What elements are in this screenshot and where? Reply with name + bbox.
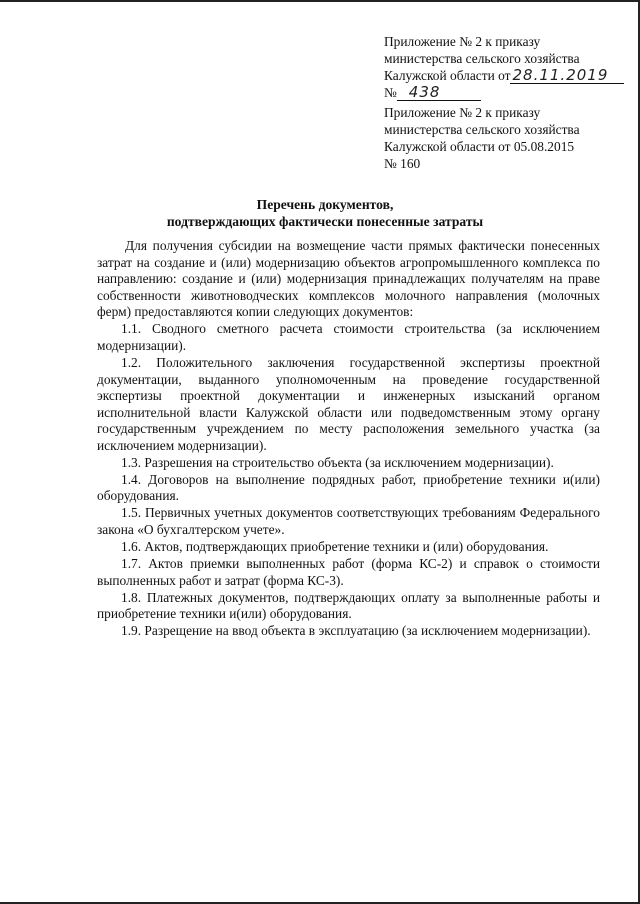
header-current-order [384, 33, 624, 101]
header-date-prefix: Калужской области от [384, 68, 511, 83]
list-item: 1.2. Положительного заключения государственной экспертизы проектной документации, выданного уполномоченным на проведение государственной экспертизы проектной документации и инженерных изысканий органом исполнительной власти Калужской области или подведомственным этому органу государственным учреждением по месту расположения земельного участка (за исключением модернизации). [97, 354, 600, 453]
title-line: Перечень документов, [256, 197, 394, 212]
header-line: министерства сельского хозяйства [384, 51, 580, 66]
handwritten-date-field [510, 68, 624, 84]
header-line: Приложение № 2 к приказу [384, 105, 541, 120]
handwritten-number-field [397, 85, 481, 101]
intro-paragraph: Для получения субсидии на возмещение части прямых фактически понесенных затрат на создание и (или) модернизацию объектов агропромышленного комплекса по направлению: создание и (или) модернизация принадлежащих получателям на праве собственности животноводческих комплексов молочного направления (молочных ферм) предоставляются копии следующих документов: [97, 238, 600, 320]
header-line: Калужской области от 05.08.2015 [384, 139, 575, 154]
list-item: 1.4. Договоров на выполнение подрядных работ, приобретение техники и(или) оборудования. [97, 471, 600, 504]
title-line: подтверждающих фактически понесенные затраты [166, 214, 484, 229]
list-item: 1.9. Разрещение на ввод объекта в эксплуатацию (за исключением модернизации). [121, 623, 591, 639]
header-date-line [384, 67, 624, 84]
header-line: министерства сельского хозяйства [384, 122, 580, 137]
list-item: 1.7. Актов приемки выполненных работ (форма КС-2) и справок о стоимости выполненных работ и затрат (форма КС-3). [97, 556, 600, 588]
document-body [97, 238, 600, 640]
list-item: 1.1. Сводного сметного расчета стоимости строительства (за исключением модернизации). [97, 321, 600, 353]
list-item: 1.3. Разрешения на строительство объекта (за исключением модернизации). [121, 454, 554, 470]
list-item: 1.8. Платежных документов, подтверждающих оплату за выполненные работы и приобретение техники и(или) оборудования. [97, 589, 600, 622]
handwritten-date: 28.11.2019 [512, 66, 609, 84]
handwritten-number: 438 [408, 83, 441, 101]
document-title [100, 196, 550, 230]
scan-edge-top [0, 0, 640, 2]
header-previous-order [384, 104, 624, 172]
header-number-prefix: № [384, 85, 397, 100]
list-item: 1.6. Актов, подтверждающих приобретение техники и (или) оборудования. [121, 539, 549, 555]
list-item: 1.5. Первичных учетных документов соответствующих требованиям Федерального закона «О бухгалтерском учете». [97, 505, 600, 538]
header-line: № 160 [384, 156, 421, 171]
header-number-line [384, 84, 624, 101]
header-line: Приложение № 2 к приказу [384, 34, 541, 49]
